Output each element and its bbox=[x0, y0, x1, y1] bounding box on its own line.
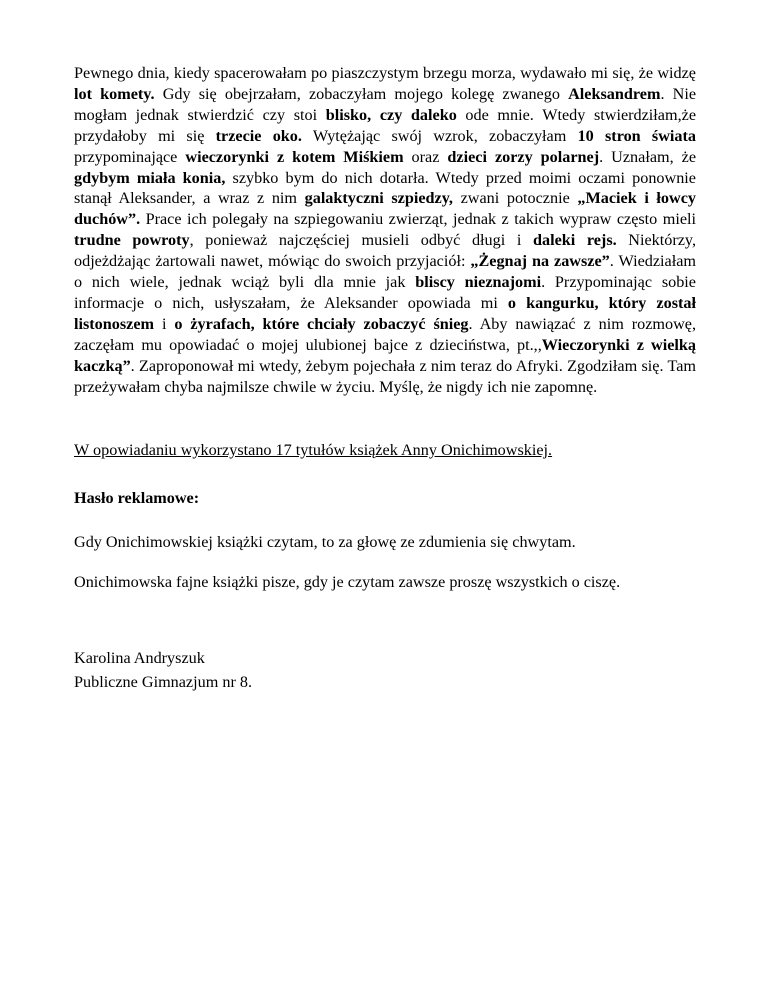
story-text: przypominające bbox=[74, 147, 186, 166]
story-text: oraz bbox=[403, 147, 448, 166]
book-title: „Żegnaj na zawsze” bbox=[470, 252, 610, 271]
story-text: Niektórzy, odjeżdżając żartowali nawet, mówiąc do swoich przyjaciół: bbox=[74, 231, 697, 271]
book-title: trzecie oko. bbox=[215, 126, 302, 145]
story-text: szybko bym do nich dotarła. Wtedy przed moimi oczami ponownie stanął Aleksander, a wraz z nim bbox=[74, 168, 696, 208]
story-text: . Aby nawiązać z nim rozmowę, zaczęłam mu opowiadać o mojej ulubionej bajce z dzieciństwa, pt.,, bbox=[74, 314, 696, 354]
document-page bbox=[74, 63, 697, 691]
book-title: wieczorynki z kotem Miśkiem bbox=[185, 147, 404, 166]
story-text: Pewnego dnia, kiedy spacerowałam po piaszczystym brzegu morza, wydawało mi się, że widzę bbox=[74, 64, 696, 82]
story-text: . Uznałam, że bbox=[599, 147, 697, 166]
book-title: blisko, czy daleko bbox=[325, 105, 457, 124]
story-text: ode mnie. Wtedy stwierdziłam,że przydałoby mi się bbox=[74, 105, 696, 145]
book-title: Aleksandrem bbox=[568, 84, 661, 103]
author-name: Karolina Andryszuk bbox=[74, 649, 205, 667]
book-title: lot komety. bbox=[74, 84, 155, 103]
book-title: trudne powroty bbox=[74, 231, 190, 250]
story-text: , ponieważ najczęściej musieli odbyć długi i bbox=[189, 231, 533, 250]
story-text: . Zaproponował mi wtedy, żebym pojechała z nim teraz do Afryki. Zgodziłam się. Tam przeżywałam chyba najmilsze chwile w życiu. Myślę, że nigdy ich nie zapomnę. bbox=[74, 356, 696, 396]
story-text: zwani potocznie bbox=[452, 189, 578, 208]
book-title: 10 stron świata bbox=[577, 126, 697, 145]
book-title: Wieczorynki z wielką kaczką” bbox=[74, 335, 696, 375]
school-name: Publiczne Gimnazjum nr 8. bbox=[74, 673, 253, 691]
story-text: . Nie mogłam jednak stwierdzić czy stoi bbox=[74, 84, 697, 124]
book-title: bliscy nieznajomi bbox=[415, 273, 542, 292]
story-text: Wytężając swój wzrok, zobaczyłam bbox=[301, 126, 578, 145]
book-title: galaktyczni szpiedzy, bbox=[304, 189, 453, 208]
titles-note: W opowiadaniu wykorzystano 17 tytułów książek Anny Onichimowskiej. bbox=[74, 441, 553, 459]
story-paragraph bbox=[74, 63, 696, 398]
book-title: daleki rejs. bbox=[532, 231, 617, 250]
story-text: . Wiedziałam o nich wiele, jednak wciąż byli dla mnie jak bbox=[74, 252, 697, 292]
book-title: dzieci zorzy polarnej bbox=[447, 147, 600, 166]
story-text: . Przypominając sobie informacje o nich, usłyszałam, że Aleksander opowiada mi bbox=[74, 273, 696, 312]
slogan-line-1: Gdy Onichimowskiej książki czytam, to za głowę ze zdumienia się chwytam. bbox=[74, 533, 576, 551]
story-text: Prace ich polegały na szpiegowaniu zwierząt, jednak z takich wypraw często mieli bbox=[140, 210, 696, 229]
story-text: i bbox=[154, 314, 175, 333]
book-title: o żyrafach, które chciały zobaczyć śnieg bbox=[174, 314, 469, 333]
slogan-heading: Hasło reklamowe: bbox=[74, 489, 200, 507]
book-title: gdybym miała konia, bbox=[74, 168, 226, 187]
book-title: „Maciek i łowcy duchów”. bbox=[74, 189, 696, 229]
story-text: Gdy się obejrzałam, zobaczyłam mojego kolegę zwanego bbox=[154, 84, 569, 103]
slogan-line-2: Onichimowska fajne książki pisze, gdy je czytam zawsze proszę wszystkich o ciszę. bbox=[74, 573, 621, 591]
book-title: o kangurku, który został listonoszem bbox=[74, 293, 696, 333]
